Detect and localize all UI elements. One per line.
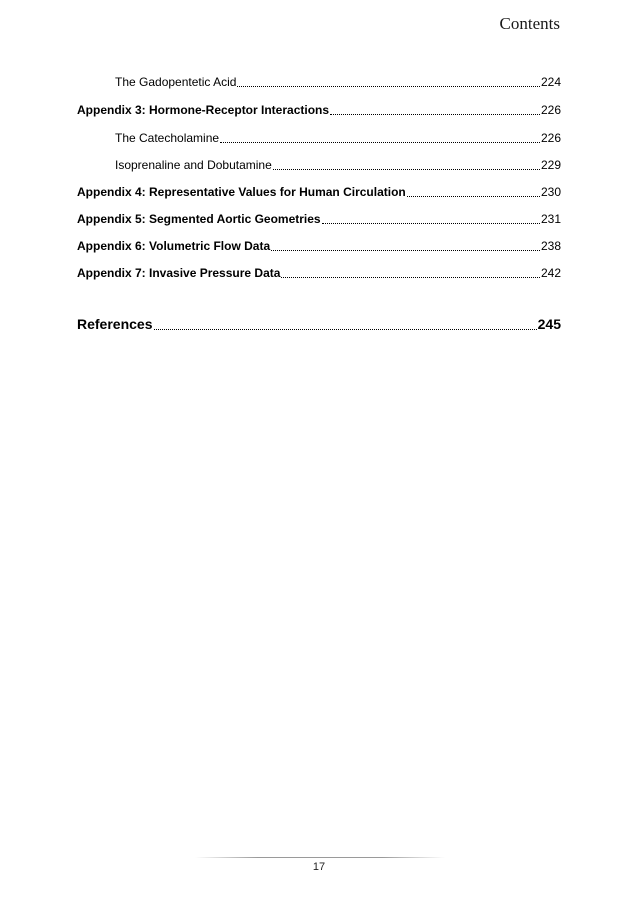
- toc-entry-page: 231: [540, 212, 561, 226]
- toc-entry-page: 229: [540, 158, 561, 172]
- dot-leader: [330, 114, 540, 115]
- toc-entry-page: 238: [540, 239, 561, 253]
- toc-entry-label: Appendix 3: Hormone-Receptor Interactions: [77, 103, 330, 117]
- toc-entry-page: 226: [540, 131, 561, 145]
- toc-entry-page: 242: [540, 266, 561, 280]
- dot-leader: [273, 169, 540, 170]
- page-header-title: Contents: [499, 14, 560, 33]
- footer-page-number: 17: [312, 861, 326, 873]
- toc-entry-page: 230: [540, 185, 561, 199]
- toc-entry-appendix-4[interactable]: [77, 185, 561, 199]
- toc-entry-appendix-7[interactable]: [77, 266, 561, 280]
- toc-entry-page: 224: [540, 75, 561, 89]
- toc-entry-label: Appendix 5: Segmented Aortic Geometries: [77, 212, 321, 226]
- toc-entry-appendix-6[interactable]: [77, 239, 561, 253]
- toc-entry-isoprenaline-dobutamine[interactable]: [115, 158, 561, 172]
- toc-entry-label: References: [77, 316, 153, 332]
- toc-entry-page: 226: [540, 103, 561, 117]
- footer-divider: [195, 857, 445, 858]
- dot-leader: [322, 223, 540, 224]
- toc-entry-appendix-3[interactable]: [77, 103, 561, 117]
- toc-entry-gadopentetic-acid[interactable]: [115, 75, 561, 89]
- dot-leader: [237, 86, 540, 87]
- toc-entry-label: The Catecholamine: [115, 131, 220, 145]
- toc-entry-catecholamine[interactable]: [115, 131, 561, 145]
- toc-entry-page: 245: [537, 316, 561, 332]
- toc-entry-appendix-5[interactable]: [77, 212, 561, 226]
- toc-entry-label: Appendix 7: Invasive Pressure Data: [77, 266, 281, 280]
- dot-leader: [271, 250, 540, 251]
- toc-entry-references[interactable]: [77, 316, 561, 332]
- dot-leader: [281, 277, 540, 278]
- toc-entry-label: Appendix 6: Volumetric Flow Data: [77, 239, 271, 253]
- toc-entry-label: The Gadopentetic Acid: [115, 75, 237, 89]
- dot-leader: [407, 196, 540, 197]
- dot-leader: [220, 142, 540, 143]
- toc-entry-label: Isoprenaline and Dobutamine: [115, 158, 272, 172]
- toc-entry-label: Appendix 4: Representative Values for Human Circulation: [77, 185, 406, 199]
- dot-leader: [154, 329, 537, 330]
